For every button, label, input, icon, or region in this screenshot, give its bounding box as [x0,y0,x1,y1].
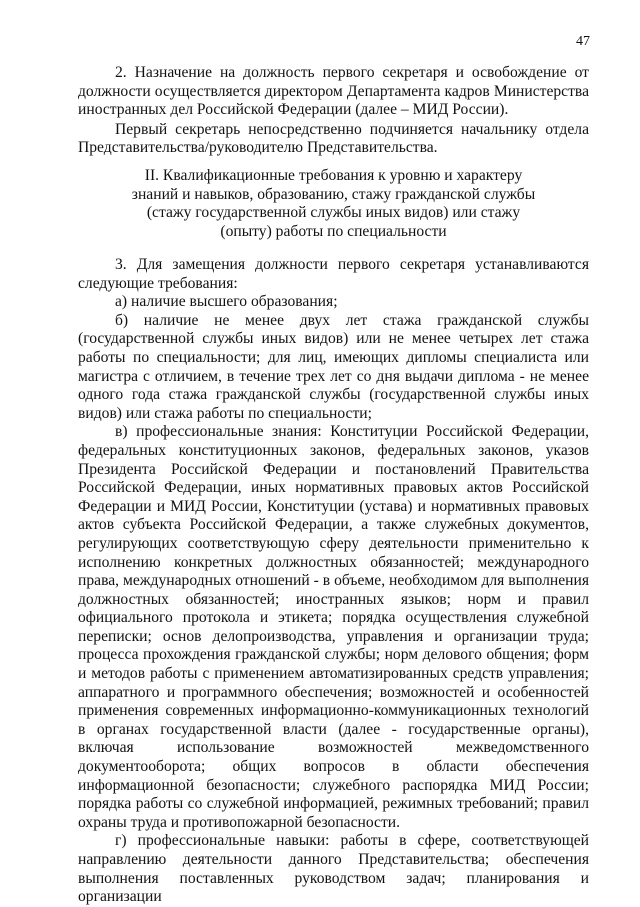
paragraph-subordination: Первый секретарь непосредственно подчиняется начальнику отдела Представительства/руководителю Представительства. [78,120,589,157]
requirements-section [78,256,589,907]
paragraph-3: 3. Для замещения должности первого секретаря устанавливаются следующие требования: [78,256,589,292]
heading-line-1: II. Квалификационные требования к уровню и характеру [144,167,523,184]
item-a: а) наличие высшего образования; [115,293,338,311]
item-b: б) наличие не менее двух лет стажа гражданской службы (государственной службы иных видов) или не менее четырех лет стажа работы по специальности; для лиц, имеющих дипломы специалиста или магистра с отличием, в течение трех лет со дня выдачи диплома - не менее одного года стажа гражданской службы (государственной службы иных видов) или стажа работы по специальности; [78,311,589,422]
appointment-section [78,64,589,158]
heading-line-3: (стажу государственной службы иных видов) или стажу [146,204,521,222]
paragraph-2: 2. Назначение на должность первого секретаря и освобождение от должности осуществляется директором Департамента кадров Министерства иностранных дел Российской Федерации (далее – МИД России). [78,64,589,119]
heading-line-2: знаний и навыков, образованию, стажу гражданской службы [131,185,536,203]
heading-line-4: (опыту) работы по специальности [220,222,447,240]
item-v: в) профессиональные знания: Конституции Российской Федерации, федеральных конституционных законов, федеральных законов, указов Президента Российской Федерации и постановлений Правительства Российской Федерации, иных нормативных правовых актов Российской Федерации и МИД России, Конституции (устава) и нормативных правовых актов субъекта Российской Федерации, а также служебных документов, регулирующих соответствующую сферу деятельности применительно к исполнению конкретных должностных обязанностей; международного права, международных отношений - в объеме, необходимом для выполнения должностных обязанностей; иностранных языков; норм и правил официального протокола и этикета; порядка осуществления служебной переписки; основ делопроизводства, управления и организации труда; процесса прохождения гражданской службы; норм делового общения; форм и методов работы с применением автоматизированных средств управления; аппаратного и программного обеспечения; возможностей и особенностей применения современных информационно-коммуникационных технологий в органах государственной власти (далее - государственные органы), включая использование возможностей межведомственного документооборота; общих вопросов в области обеспечения информационной безопасности; служебного распорядка МИД России; порядка работы со служебной информацией, режимных требований; правил охраны труда и противопожарной безопасности. [78,423,589,831]
section-heading [78,167,589,241]
item-g: г) профессиональные навыки: работы в сфере, соответствующей направлению деятельности данного Представительства; обеспечения выполнения поставленных руководством задач; планирования и организации [78,832,589,906]
page-number: 47 [576,34,590,49]
